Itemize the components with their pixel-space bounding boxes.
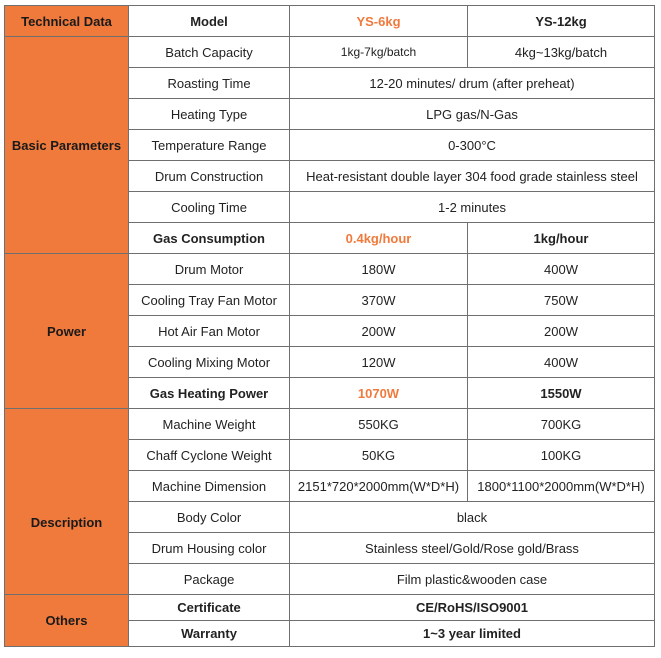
row-label: Roasting Time [129,68,290,99]
row-label: Gas Consumption [129,223,290,254]
value-a: 2151*720*2000mm(W*D*H) [290,471,468,502]
value-b: 100KG [468,440,655,471]
row-label: Batch Capacity [129,37,290,68]
table-row [5,595,655,621]
value-a: 0.4kg/hour [290,223,468,254]
model-a-header: YS-6kg [290,6,468,37]
value-a: 50KG [290,440,468,471]
value-shared: Heat-resistant double layer 304 food grade stainless steel [290,161,655,192]
row-label: Machine Dimension [129,471,290,502]
row-label: Package [129,564,290,595]
value-b: 700KG [468,409,655,440]
header-row [5,6,655,37]
row-label: Drum Construction [129,161,290,192]
value-shared: LPG gas/N-Gas [290,99,655,130]
row-label: Heating Type [129,99,290,130]
row-label: Cooling Tray Fan Motor [129,285,290,316]
value-b: 400W [468,347,655,378]
value-shared: Stainless steel/Gold/Rose gold/Brass [290,533,655,564]
row-label: Cooling Time [129,192,290,223]
value-a: 1kg-7kg/batch [290,37,468,68]
row-label: Drum Motor [129,254,290,285]
row-label: Gas Heating Power [129,378,290,409]
basic-parameters-section: Basic Parameters [5,37,129,254]
value-a: 1070W [290,378,468,409]
value-a: 370W [290,285,468,316]
value-b: 200W [468,316,655,347]
description-section: Description [5,409,129,595]
technical-data-header: Technical Data [5,6,129,37]
value-b: 400W [468,254,655,285]
row-label: Body Color [129,502,290,533]
row-label: Machine Weight [129,409,290,440]
value-b: 750W [468,285,655,316]
value-b: 1550W [468,378,655,409]
model-header: Model [129,6,290,37]
value-shared: 0-300°C [290,130,655,161]
table-row [5,37,655,68]
others-section: Others [5,595,129,647]
value-shared: CE/RoHS/ISO9001 [290,595,655,621]
row-label: Hot Air Fan Motor [129,316,290,347]
value-b: 1800*1100*2000mm(W*D*H) [468,471,655,502]
value-a: 180W [290,254,468,285]
value-a: 200W [290,316,468,347]
table-row [5,409,655,440]
power-section: Power [5,254,129,409]
row-label: Cooling Mixing Motor [129,347,290,378]
value-shared: 1~3 year limited [290,621,655,647]
value-shared: 1-2 minutes [290,192,655,223]
value-shared: black [290,502,655,533]
model-b-header: YS-12kg [468,6,655,37]
row-label: Temperature Range [129,130,290,161]
value-a: 120W [290,347,468,378]
row-label: Chaff Cyclone Weight [129,440,290,471]
value-b: 4kg~13kg/batch [468,37,655,68]
value-shared: Film plastic&wooden case [290,564,655,595]
table-row [5,254,655,285]
row-label: Certificate [129,595,290,621]
row-label: Drum Housing color [129,533,290,564]
value-shared: 12-20 minutes/ drum (after preheat) [290,68,655,99]
value-a: 550KG [290,409,468,440]
row-label: Warranty [129,621,290,647]
value-b: 1kg/hour [468,223,655,254]
spec-table [4,5,655,647]
